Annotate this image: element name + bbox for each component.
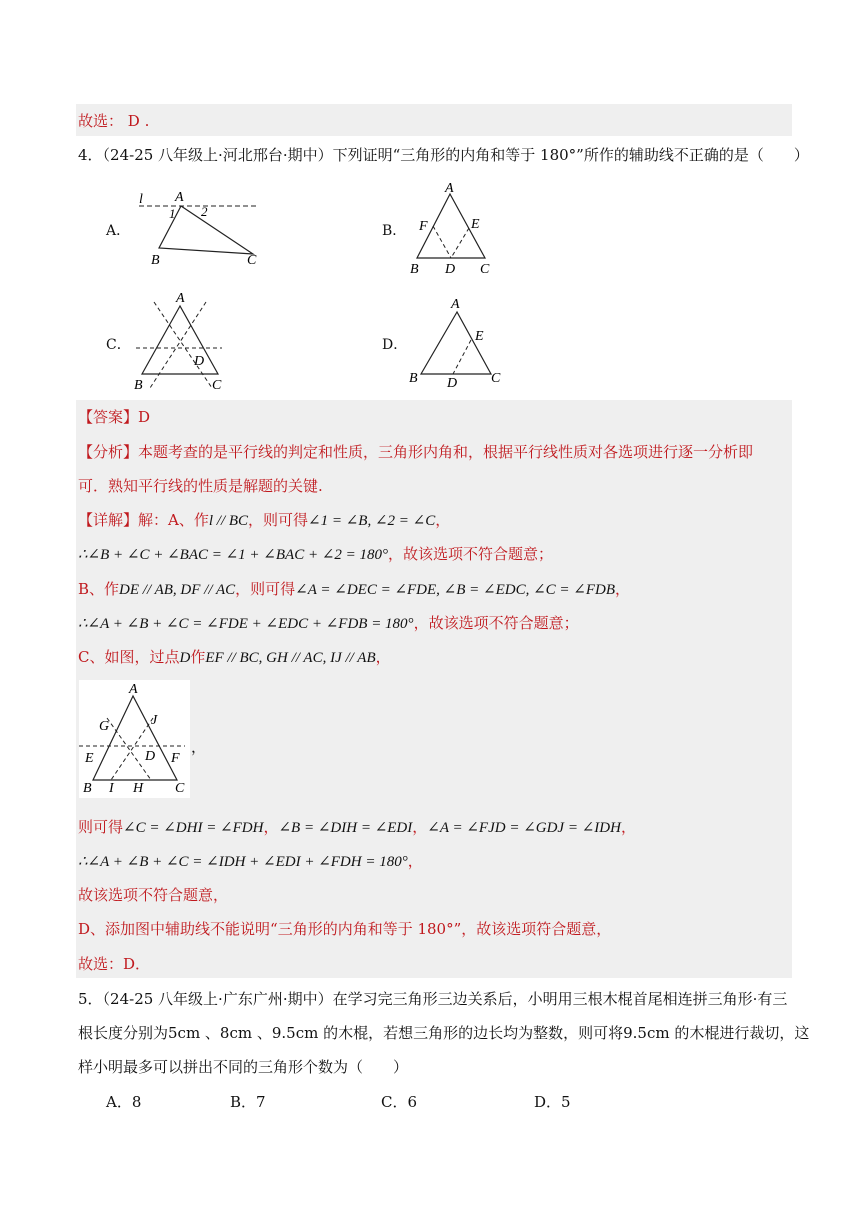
c-then-sep1: ， <box>263 818 279 836</box>
c-text1: C、如图，过点 <box>78 648 180 666</box>
detail-a-text2: ，则可得 <box>248 511 309 529</box>
figc-label-B: B <box>83 781 92 796</box>
q4-stem: 4．（24-25 八年级上·河北邢台·期中）下列证明“三角形的内角和等于 180°”所作的辅助线不正确的是（ ） <box>78 146 809 164</box>
q4-analysis-line2: 可．熟知平行线的性质是解题的关键. <box>78 477 323 495</box>
q4-option-a-label: A． <box>106 223 131 239</box>
detail-a-math2: ∠1 = ∠B, ∠2 = ∠C <box>308 513 436 529</box>
b-text1: B、作 <box>78 580 120 598</box>
fig-a-label-l: l <box>139 192 143 207</box>
analysis-tag: 【分析】 <box>78 443 139 461</box>
q4-option-c-label: C． <box>106 337 131 353</box>
c-then-math2: ∠B = ∠DIH = ∠EDI <box>278 820 413 836</box>
fig-a-label-C: C <box>247 253 257 268</box>
b-text3: ， <box>615 580 631 598</box>
c-point: D <box>179 650 191 666</box>
q4-figure-b <box>405 178 500 278</box>
fig-a-label-1: 1 <box>169 206 176 221</box>
fig-a-label-A: A <box>175 190 184 205</box>
q5-option-d <box>534 1091 571 1112</box>
q5-option-c-value: 6 <box>407 1093 418 1111</box>
figc-label-G: G <box>99 719 110 734</box>
q4-detail-c <box>78 646 391 669</box>
q5-option-d-label: D． <box>534 1093 562 1111</box>
figc-label-I: I <box>109 781 114 796</box>
detail-a-text1: 解：A、作 <box>138 511 209 529</box>
q5-line1: 5．（24-25 八年级上·广东广州·期中）在学习完三角形三边关系后，小明用三根木棍首尾相连拼三角形·有三 <box>78 990 788 1008</box>
q4-option-d-label: D． <box>382 337 408 353</box>
q5-option-b-value: 7 <box>256 1093 266 1111</box>
q5-option-b-label: B． <box>230 1093 257 1111</box>
detail-tag: 【详解】 <box>78 511 139 529</box>
c-then-sep2: ， <box>412 818 428 836</box>
figc-label-A: A <box>129 682 138 697</box>
c-solution-figure <box>79 680 190 798</box>
q4-answer: 【答案】D <box>78 408 151 426</box>
q4-option-b-label: B． <box>382 223 407 239</box>
a-conclusion-math: ∴∠B + ∠C + ∠BAC = ∠1 + ∠BAC + ∠2 = 180° <box>78 547 389 563</box>
figc-label-D: D <box>145 749 156 764</box>
b-text2: ，则可得 <box>235 580 296 598</box>
b-conclusion-math: ∴∠A + ∠B + ∠C = ∠FDE + ∠EDC + ∠FDB = 180° <box>78 616 414 632</box>
c-text2: 作 <box>190 648 206 666</box>
q4-d-text: D、添加图中辅助线不能说明“三角形的内角和等于 180°”，故该选项符合题意， <box>78 920 612 938</box>
q4-analysis-line1 <box>78 441 753 463</box>
fig-a-label-B: B <box>151 253 160 268</box>
fig-c-label-A: A <box>176 291 185 306</box>
fig-d-label-E: E <box>475 329 484 344</box>
b-conclusion-text: ，故该选项不符合题意； <box>413 614 579 632</box>
q5-option-a <box>106 1091 141 1112</box>
figc-label-J: J <box>151 713 158 728</box>
q4-c-conclusion <box>78 850 423 873</box>
q4-detail-a <box>78 509 450 532</box>
q5-line3: 样小明最多可以拼出不同的三角形个数为（ ） <box>78 1058 409 1076</box>
q5-option-d-value: 5 <box>561 1093 571 1111</box>
a-conclusion-text: ，故该选项不符合题意； <box>388 545 554 563</box>
figc-label-E: E <box>85 751 94 766</box>
fig-d-label-C: C <box>491 371 501 386</box>
fig-b-label-F: F <box>419 219 428 234</box>
q5-line2: 根长度分别为5cm 、8cm 、9.5cm 的木棍，若想三角形的边长均为整数，则可将9.5cm 的木棍进行裁切，这 <box>78 1024 810 1042</box>
c-then-text1: 则可得 <box>78 818 124 836</box>
c-conclusion-math: ∴∠A + ∠B + ∠C = ∠IDH + ∠EDI + ∠FDH = 180° <box>78 854 408 870</box>
figc-label-F: F <box>171 751 180 766</box>
fig-c-label-B: B <box>134 378 143 393</box>
fig-b-label-E: E <box>471 217 480 232</box>
c-then-math3: ∠A = ∠FJD = ∠GDJ = ∠IDH <box>427 820 621 836</box>
fig-d-label-B: B <box>409 371 418 386</box>
analysis-text-1: 本题考查的是平行线的判定和性质，三角形内角和，根据平行线性质对各选项进行逐一分析即 <box>138 443 754 461</box>
q3-answer-block <box>76 104 792 136</box>
fig-a-label-2: 2 <box>201 204 208 219</box>
q4-figure-d <box>405 292 510 390</box>
q4-a-conclusion <box>78 543 553 566</box>
c-math: EF // BC, GH // AC, IJ // AB <box>205 650 376 666</box>
fig-d-label-A: A <box>451 297 460 312</box>
q4-final: 故选：D． <box>78 955 151 973</box>
q3-answer-line: 故选： D . <box>78 112 150 130</box>
fig-b-label-B: B <box>410 262 419 277</box>
q4-detail-b <box>78 578 630 601</box>
c-figure-after: ， <box>191 738 207 756</box>
fig-b-label-C: C <box>480 262 490 277</box>
fig-b-label-A: A <box>445 181 454 196</box>
fig-d-label-D: D <box>447 376 458 390</box>
figc-label-C: C <box>175 781 185 796</box>
b-math2: ∠A = ∠DEC = ∠FDE, ∠B = ∠EDC, ∠C = ∠FDB <box>295 582 616 598</box>
c-text3: ， <box>375 648 391 666</box>
fig-c-label-D: D <box>194 354 205 369</box>
c-then-math1: ∠C = ∠DHI = ∠FDH <box>123 820 264 836</box>
q5-option-b <box>230 1091 266 1112</box>
q4-c-result: 故该选项不符合题意， <box>78 886 229 904</box>
fig-b-label-D: D <box>445 262 456 277</box>
detail-a-math: l // BC <box>208 513 249 529</box>
detail-a-text3: ， <box>435 511 451 529</box>
q4-figure-a <box>135 188 270 270</box>
c-conclusion-end: ， <box>407 852 423 870</box>
q5-option-a-value: 8 <box>131 1093 142 1111</box>
fig-c-label-C: C <box>212 378 222 393</box>
q4-figure-c <box>130 288 230 394</box>
figc-label-H: H <box>133 781 144 796</box>
q5-option-c <box>381 1091 417 1112</box>
q5-option-c-label: C． <box>381 1093 408 1111</box>
q4-b-conclusion <box>78 612 579 635</box>
q5-option-a-label: A． <box>106 1093 132 1111</box>
b-math: DE // AB, DF // AC <box>119 582 236 598</box>
q4-c-then <box>78 816 636 839</box>
c-then-end: ， <box>620 818 636 836</box>
